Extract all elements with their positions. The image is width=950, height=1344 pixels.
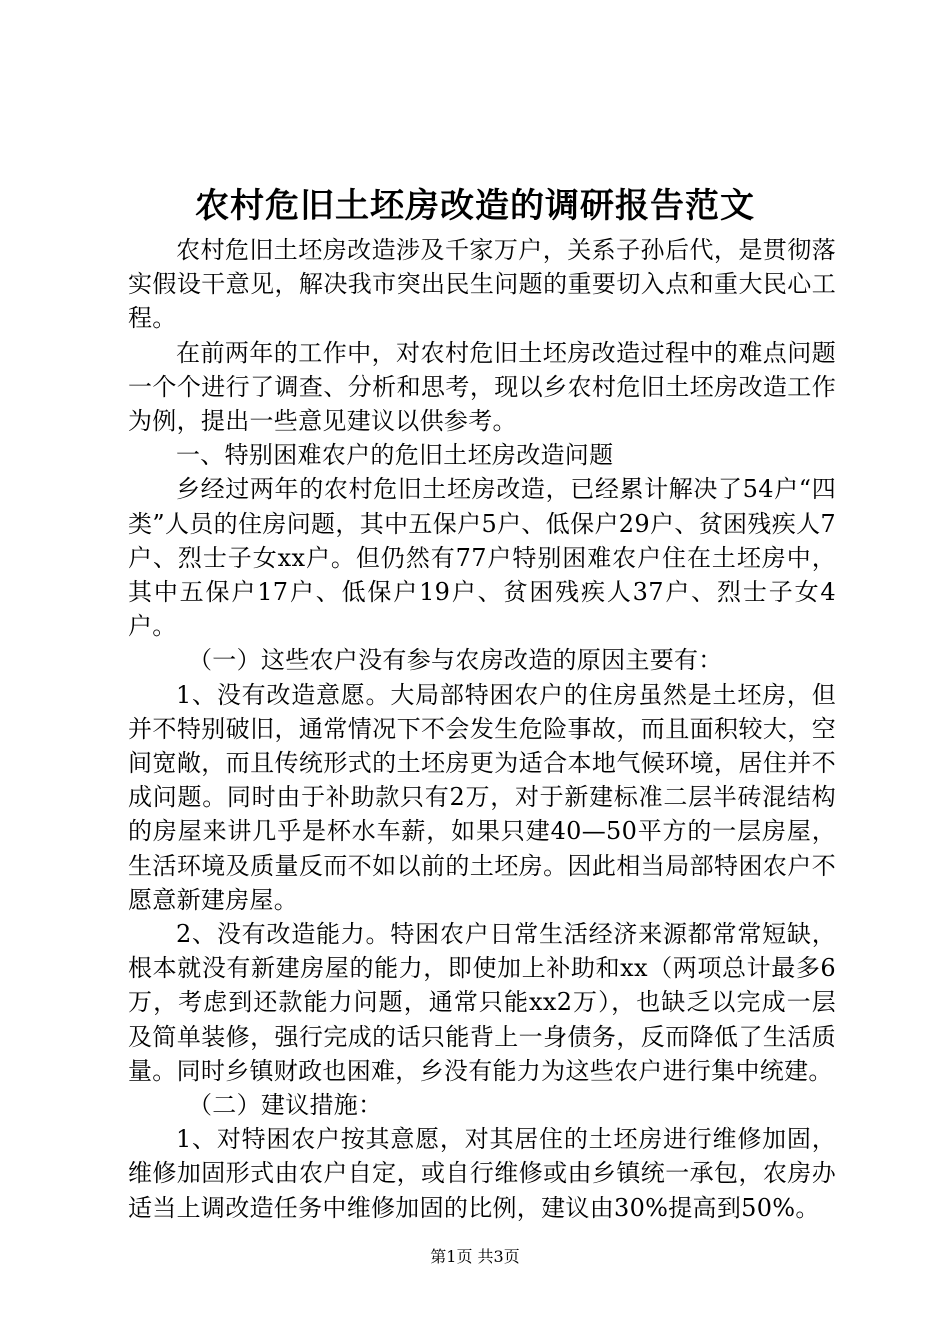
paragraph-measure-1: 1、对特困农户按其意愿，对其居住的土坯房进行维修加固，维修加固形式由农户自定，或自行维修或由乡镇统一承包，农房办适当上调改造任务中维修加固的比例，建议由30%提高到50%。 [128, 1125, 836, 1222]
paragraph-purpose: 在前两年的工作中，对农村危旧土坯房改造过程中的难点问题一个个进行了调查、分析和思考，现以乡农村危旧土坯房改造工作为例，提出一些意见建议以供参考。 [128, 338, 836, 436]
paragraph-progress: 乡经过两年的农村危旧土坯房改造，已经累计解决了54户“四类”人员的住房问题，其中五保户5户、低保户29户、贫困残疾人7户、烈士子女xx户。但仍然有77户特别困难农户住在土坯房中，其中五保户17户、低保户19户、贫困残疾人37户、烈士子女4户。 [128, 475, 836, 641]
section-heading: 一、特别困难农户的危旧土坯房改造问题 [176, 441, 614, 470]
subsection-heading-measures: （二）建议措施： [188, 1091, 383, 1120]
page-footer: 第1页 共3页 [430, 1247, 520, 1266]
subsection-heading-reasons: （一）这些农户没有参与农房改造的原因主要有： [188, 646, 723, 675]
document-title: 农村危旧土坯房改造的调研报告范文 [195, 186, 755, 226]
document-body [128, 233, 836, 1225]
paragraph-reason-2: 2、没有改造能力。特困农户日常生活经济来源都常常短缺，根本就没有新建房屋的能力，即使加上补助和xx（两项总计最多6万，考虑到还款能力问题，通常只能xx2万），也缺乏以完成一层及简单装修，强行完成的话只能背上一身债务，反而降低了生活质量。同时乡镇财政也困难，乡没有能力为这些农户进行集中统建。 [128, 920, 836, 1085]
paragraph-reason-1: 1、没有改造意愿。大局部特困农户的住房虽然是土坯房，但并不特别破旧，通常情况下不会发生危险事故，而且面积较大，空间宽敞，而且传统形式的土坯房更为适合本地气候环境，居住并不成问题。同时由于补助款只有2万，对于新建标准二层半砖混结构的房屋来讲几乎是杯水车薪，如果只建40—50平方的一层房屋，生活环境及质量反而不如以前的土坯房。因此相当局部特困农户不愿意新建房屋。 [128, 680, 836, 914]
paragraph-intro: 农村危旧土坯房改造涉及千家万户，关系子孙后代，是贯彻落实假设干意见，解决我市突出民生问题的重要切入点和重大民心工程。 [128, 236, 836, 333]
